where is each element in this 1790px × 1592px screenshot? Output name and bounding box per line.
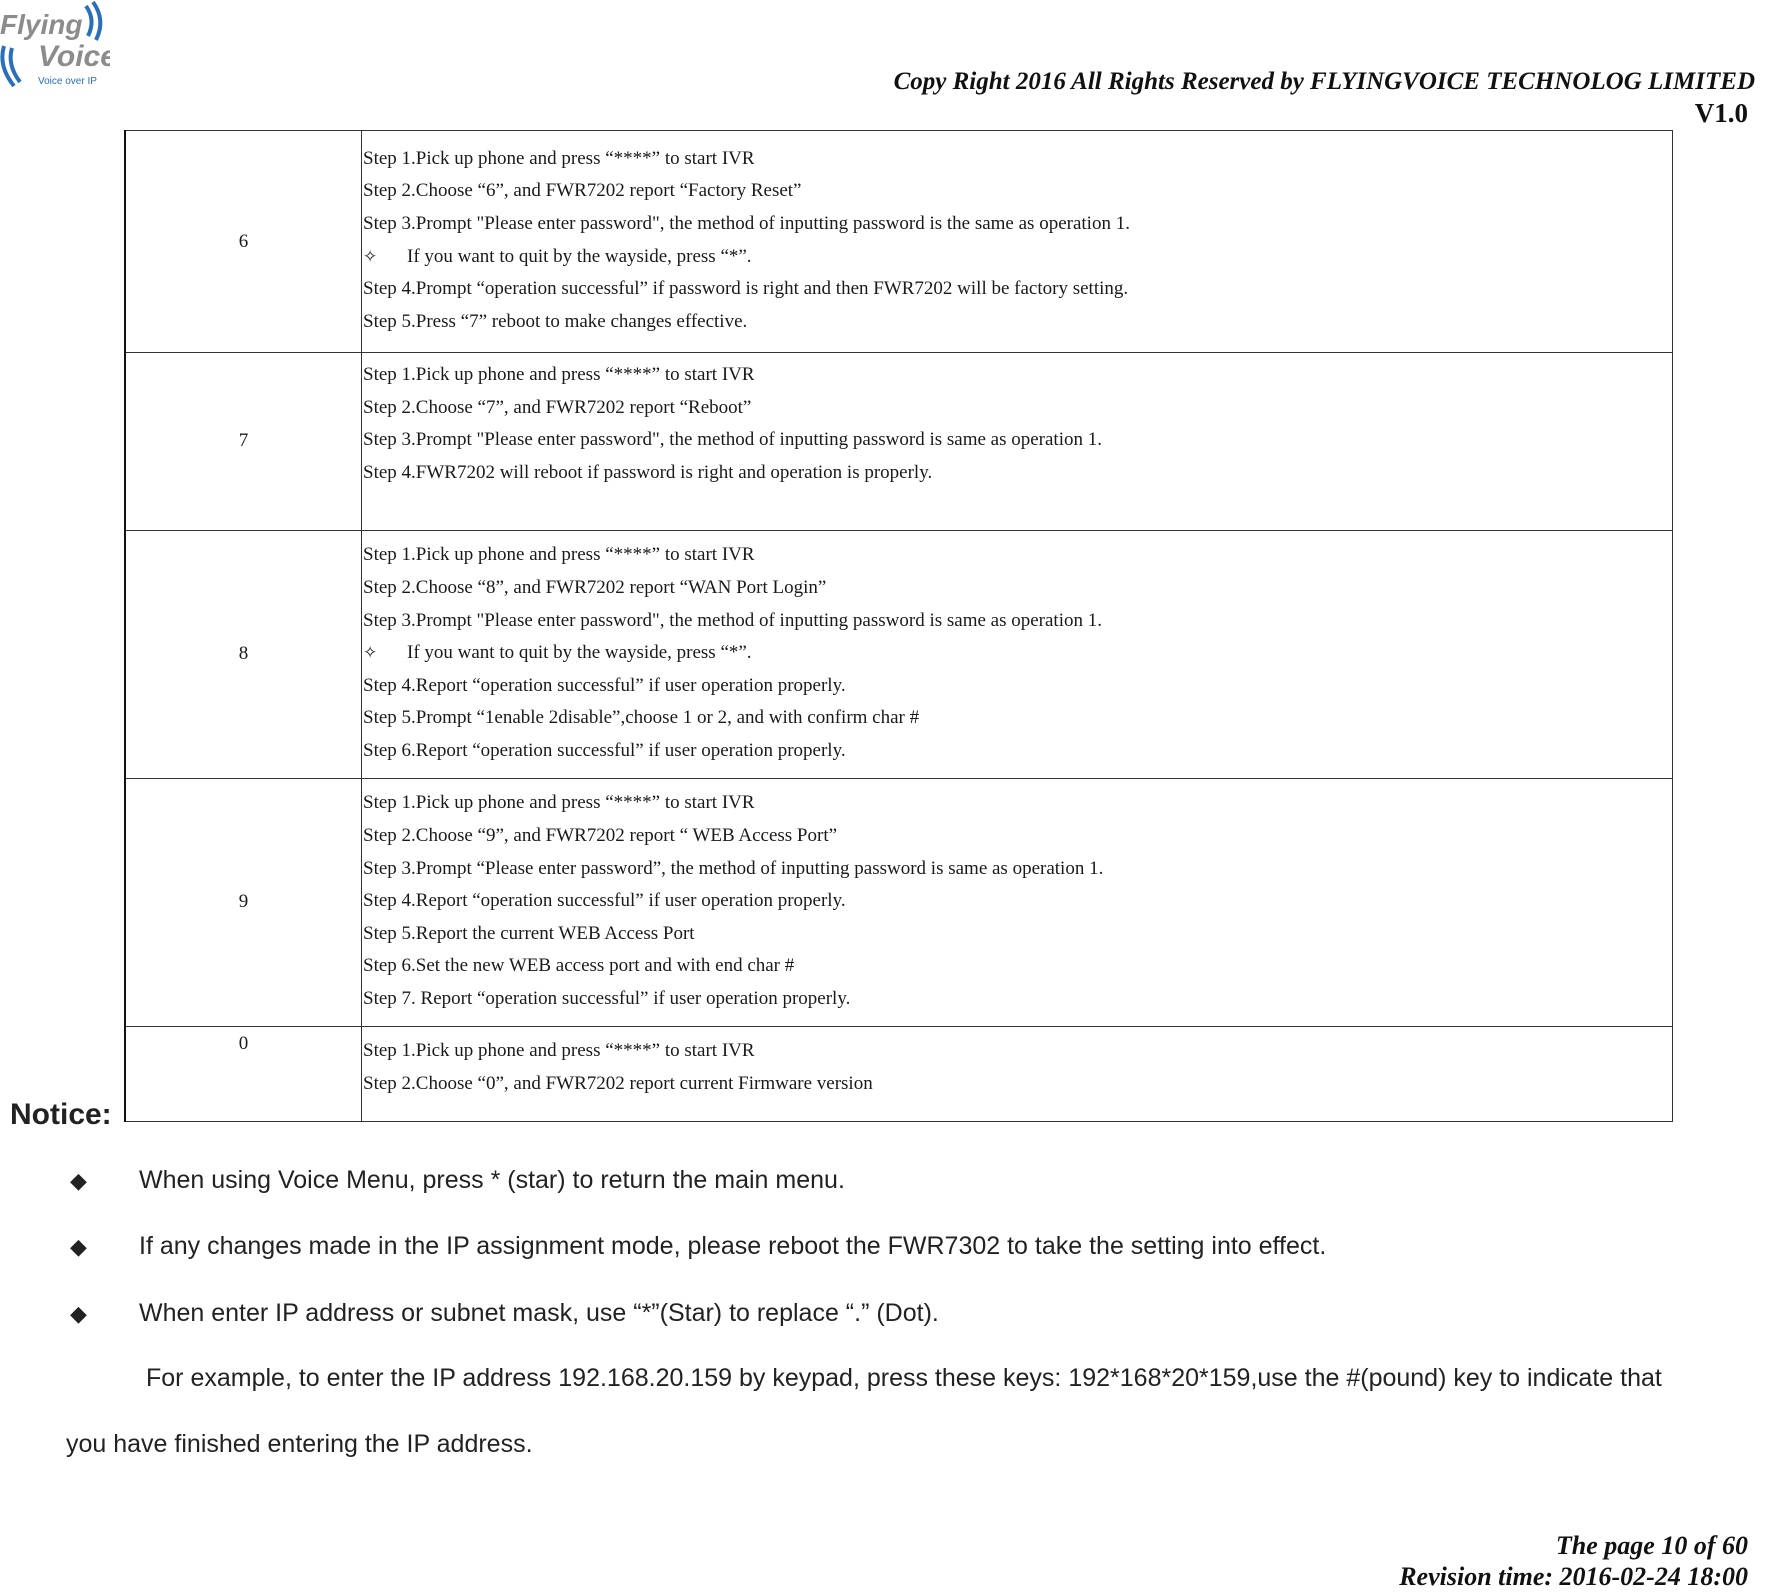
tip-text: If you want to quit by the wayside, press “*”.: [407, 642, 752, 664]
diamond-bullet-icon: ◆: [70, 1234, 87, 1259]
flyingvoice-logo-graphic: [0, 0, 110, 92]
notice-bullet: [70, 1299, 939, 1328]
step-line: Step 4.Report “operation successful” if user operation properly.: [363, 890, 846, 912]
step-line: Step 5.Report the current WEB Access Port: [363, 922, 695, 944]
operation-number: 9: [125, 778, 362, 1026]
step-line: Step 1.Pick up phone and press “****” to start IVR: [363, 544, 755, 566]
step-line: Step 4.Report “operation successful” if user operation properly.: [363, 674, 846, 696]
notice-bullet: [70, 1232, 1326, 1261]
logo-text-flying: Flying: [0, 9, 83, 40]
step-line: Step 2.Choose “8”, and FWR7202 report “WAN Port Login”: [363, 576, 827, 598]
diamond-bullet-icon: ◆: [70, 1168, 87, 1193]
operation-number: 6: [125, 131, 362, 353]
notice-title: Notice:: [10, 1098, 112, 1131]
operation-number: 7: [125, 353, 362, 531]
table-row: [125, 131, 1673, 353]
header-version: V1.0: [1694, 98, 1748, 128]
operation-steps: [362, 1026, 1673, 1121]
step-line: Step 5.Prompt “1enable 2disable”,choose 1 or 2, and with confirm char #: [363, 707, 920, 729]
notice-bullet-text: When enter IP address or subnet mask, use “*”(Star) to replace “.” (Dot).: [139, 1299, 939, 1327]
operation-number: 0: [125, 1026, 362, 1121]
operation-steps: [362, 353, 1673, 531]
notice-example-line-2: you have finished entering the IP address.: [66, 1430, 533, 1458]
table-row: [125, 353, 1673, 531]
step-line: Step 1.Pick up phone and press “****” to start IVR: [363, 792, 755, 814]
step-line: Step 4.FWR7202 will reboot if password is right and operation is properly.: [363, 461, 933, 483]
header-copyright: Copy Right 2016 All Rights Reserved by FLYINGVOICE TECHNOLOG LIMITED: [893, 68, 1755, 95]
logo-text-voice: Voice: [38, 40, 110, 73]
step-line: Step 1.Pick up phone and press “****” to start IVR: [363, 147, 755, 169]
operation-steps: [362, 131, 1673, 353]
notice-bullet-text: When using Voice Menu, press * (star) to return the main menu.: [139, 1166, 845, 1194]
table-row: [125, 1026, 1673, 1121]
flyingvoice-logo: [0, 0, 110, 92]
step-line: Step 6.Report “operation successful” if user operation properly.: [363, 739, 846, 761]
logo-tagline: Voice over IP: [38, 76, 97, 87]
four-point-star-icon: ✧: [363, 643, 378, 663]
blank-line: [363, 489, 1672, 522]
step-line: Step 2.Choose “7”, and FWR7202 report “Reboot”: [363, 396, 752, 418]
step-line: Step 1.Pick up phone and press “****” to start IVR: [363, 1039, 755, 1061]
operation-number: 8: [125, 530, 362, 778]
ivr-operations-table: [124, 130, 1673, 1122]
notice-example-line-1: For example, to enter the IP address 192.168.20.159 by keypad, press these keys: 192*168*20*159,use the #(pound) key to indicate that: [146, 1364, 1662, 1392]
step-line: Step 3.Prompt "Please enter password", the method of inputting password is same as operation 1.: [363, 609, 1102, 631]
step-line: Step 3.Prompt "Please enter password", the method of inputting password is same as operation 1.: [363, 429, 1102, 451]
step-line: Step 7. Report “operation successful” if user operation properly.: [363, 987, 851, 1009]
tip-line: [363, 241, 1672, 274]
diamond-bullet-icon: ◆: [70, 1301, 87, 1326]
notice-bullet-text: If any changes made in the IP assignment mode, please reboot the FWR7302 to take the setting into effect.: [139, 1232, 1327, 1260]
table-row: [125, 778, 1673, 1026]
table-row: [125, 530, 1673, 778]
step-line: Step 3.Prompt “Please enter password”, the method of inputting password is same as operation 1.: [363, 857, 1104, 879]
step-line: Step 3.Prompt "Please enter password", the method of inputting password is the same as operation 1.: [363, 212, 1130, 234]
step-line: Step 2.Choose “6”, and FWR7202 report “Factory Reset”: [363, 180, 802, 202]
tip-text: If you want to quit by the wayside, press “*”.: [407, 245, 752, 267]
step-line: Step 2.Choose “9”, and FWR7202 report “ WEB Access Port”: [363, 824, 838, 846]
four-point-star-icon: ✧: [363, 246, 378, 266]
step-line: Step 1.Pick up phone and press “****” to start IVR: [363, 364, 755, 385]
operation-steps: [362, 530, 1673, 778]
step-line: Step 6.Set the new WEB access port and with end char #: [363, 955, 795, 977]
step-line: Step 4.Prompt “operation successful” if password is right and then FWR7202 will be factory setting.: [363, 278, 1129, 300]
footer-revision-time: Revision time: 2016-02-24 18:00: [1399, 1562, 1748, 1591]
step-line: Step 5.Press “7” reboot to make changes effective.: [363, 310, 748, 332]
operation-steps: [362, 778, 1673, 1026]
footer-page-number: The page 10 of 60: [1555, 1531, 1748, 1560]
notice-bullet: [70, 1166, 845, 1195]
tip-line: [363, 637, 1672, 670]
step-line: Step 2.Choose “0”, and FWR7202 report current Firmware version: [363, 1072, 873, 1094]
